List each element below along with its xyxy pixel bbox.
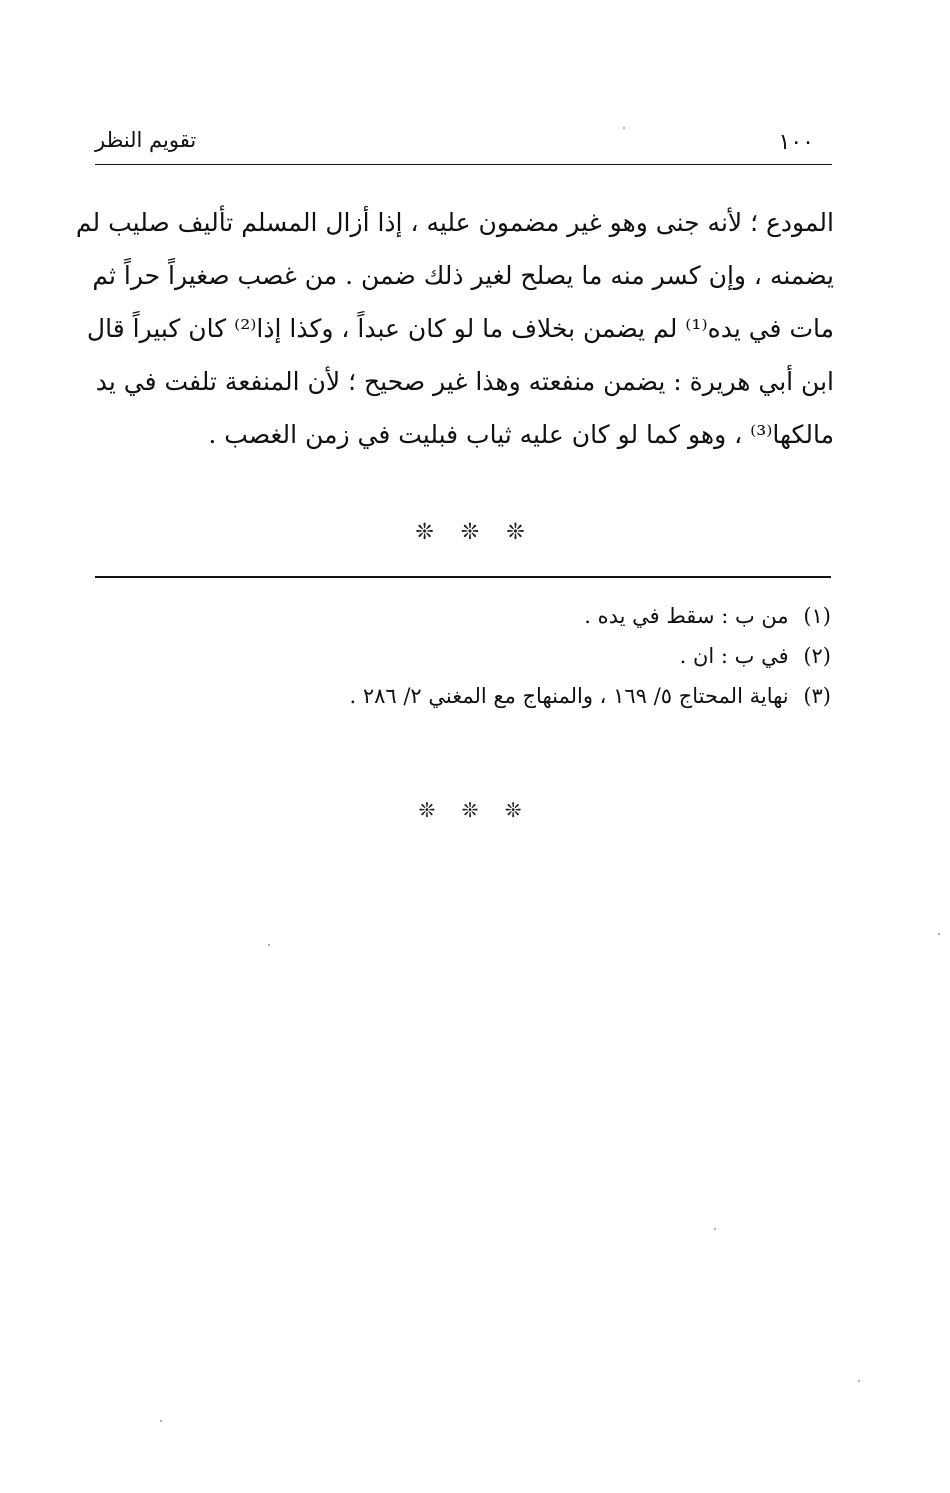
body-paragraph <box>75 196 834 461</box>
body-line: المودع ؛ لأنه جنى وهو غير مضمون عليه ، إذا أزال المسلم تأليف صليب لم <box>75 208 834 237</box>
footnote-rule <box>95 576 831 578</box>
page-number: ١٠٠ <box>778 130 814 155</box>
running-header <box>95 128 832 162</box>
footnote-item <box>95 596 831 636</box>
footnote-text: نهاية المحتاج ٥/ ١٦٩ ، والمنهاج مع المغني ٢/ ٢٨٦ . <box>349 684 789 708</box>
body-line: ابن أبي هريرة : يضمن منفعته وهذا غير صحيح ؛ لأن المنفعة تلفت في يد <box>95 367 834 396</box>
body-line: مات في يده⁽¹⁾ لم يضمن بخلاف ما لو كان عبداً ، وكذا إذا⁽²⁾ كان كبيراً قال <box>86 314 834 343</box>
book-title: تقويم النظر <box>95 128 197 152</box>
footnote-text: في ب : ان . <box>679 644 789 668</box>
footnote-number: (٢) <box>803 644 831 668</box>
footnote-item <box>95 636 831 676</box>
footnote-number: (٣) <box>803 684 831 708</box>
section-separator: ❊ ❊ ❊ <box>415 520 535 545</box>
footnote-number: (١) <box>803 604 831 628</box>
footnote-item <box>95 676 831 716</box>
body-line: يضمنه ، وإن كسر منه ما يصلح لغير ذلك ضمن . من غصب صغيراً حراً ثم <box>92 261 834 290</box>
end-separator: ❊ ❊ ❊ <box>418 798 532 822</box>
body-line: مالكها⁽³⁾ ، وهو كما لو كان عليه ثياب فبليت في زمن الغصب . <box>208 420 834 449</box>
footnotes-list <box>95 596 831 716</box>
header-rule <box>95 164 832 165</box>
footnote-text: من ب : سقط في يده . <box>584 604 789 628</box>
